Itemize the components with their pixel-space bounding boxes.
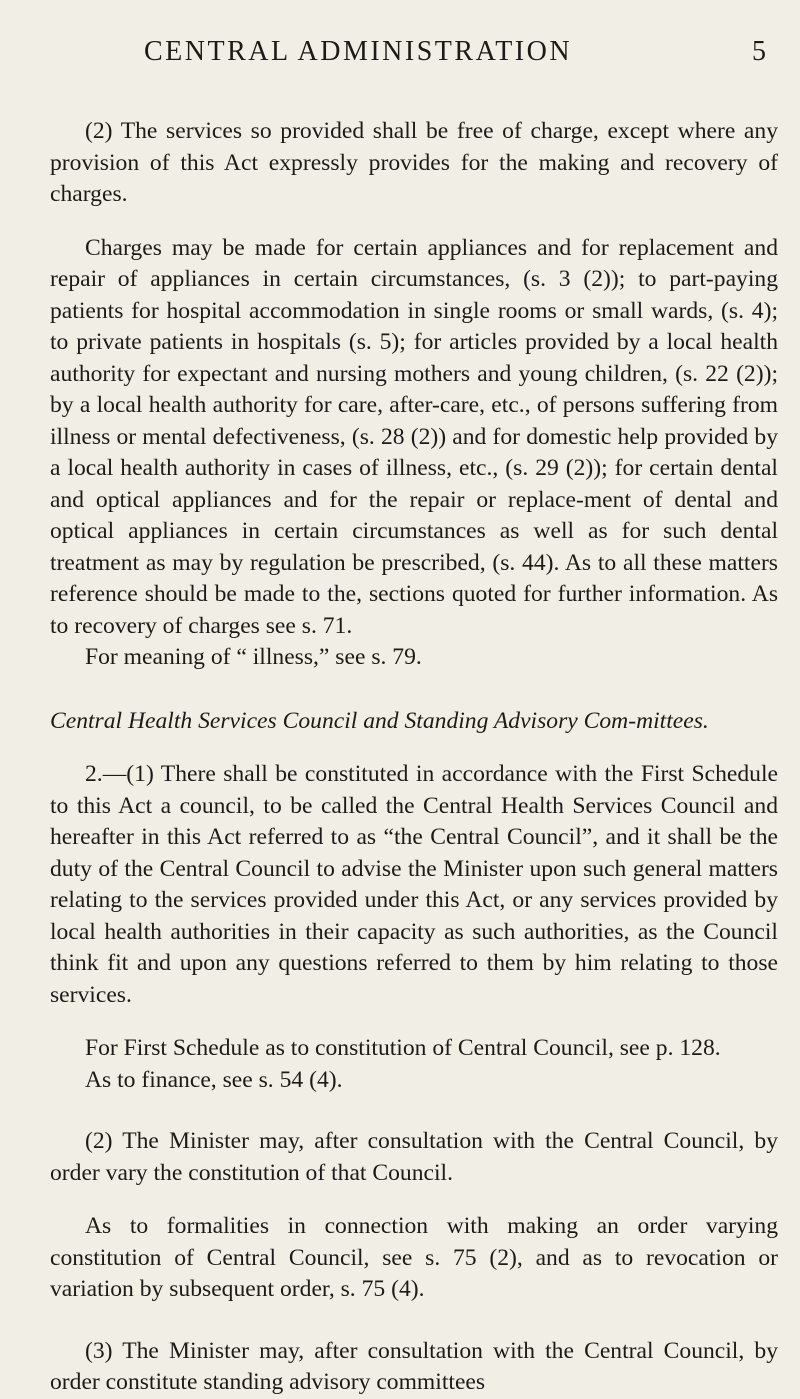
section-2-2: (2) The Minister may, after consultation with the Central Council, by order vary the constitution of that Council. [50, 1128, 778, 1186]
running-head [50, 36, 778, 76]
running-title: CENTRAL ADMINISTRATION [144, 36, 573, 67]
section-2-1: 2.—(1) There shall be constituted in accordance with the First Schedule to this Act a council, to be called the Central Health Services Council and hereafter in this Act referred to as “the Central Council”, and it shall be the duty of the Central Council to advise the Minister upon such general matters relating to the services provided under this Act, or any services provided by local health authorities in their capacity as such authorities, as the Council think fit and upon any questions referred to them by him relating to those services. [50, 761, 778, 1008]
note-formalities: As to formalities in connection with making an order varying constitution of Central Council, see s. 75 (2), and as to revocation or variation by subsequent order, s. 75 (4). [50, 1213, 778, 1302]
note-charges: Charges may be made for certain appliances and for replacement and repair of appliances in certain circumstances, (s. 3 (2)); to part-paying patients for hospital accommodation in single rooms or small wards, (s. 4); to private patients in hospitals (s. 5); for articles provided by a local health authority for expectant and nursing mothers and young children, (s. 22 (2)); by a local health authority for care, after-care, etc., of persons suffering from illness or mental defectiveness, (s. 28 (2)) and for domestic help provided by a local health authority in cases of illness, etc., (s. 29 (2)); for certain dental and optical appliances and for the repair or replace-ment of dental and optical appliances in certain circumstances as well as for such dental treatment as may by regulation be prescribed, (s. 44). As to all these matters reference should be made to the, sections quoted for further information. As to recovery of charges see s. 71. [50, 234, 778, 639]
section-heading: Central Health Services Council and Standing Advisory Com-mittees. [50, 707, 709, 734]
paragraph-services-free: (2) The services so provided shall be free of charge, except where any provision of this Act expressly provides for the making and recovery of charges. [50, 118, 778, 207]
page-number: 5 [752, 36, 766, 67]
note-illness-meaning: For meaning of “ illness,” see s. 79. [85, 644, 422, 670]
document-page [50, 36, 778, 1399]
note-finance: As to finance, see s. 54 (4). [85, 1066, 343, 1093]
section-2-3: (3) The Minister may, after consultation with the Central Council, by order constitute standing advisory committees [50, 1337, 778, 1395]
note-first-schedule: For First Schedule as to constitution of Central Council, see p. 128. [85, 1035, 721, 1061]
